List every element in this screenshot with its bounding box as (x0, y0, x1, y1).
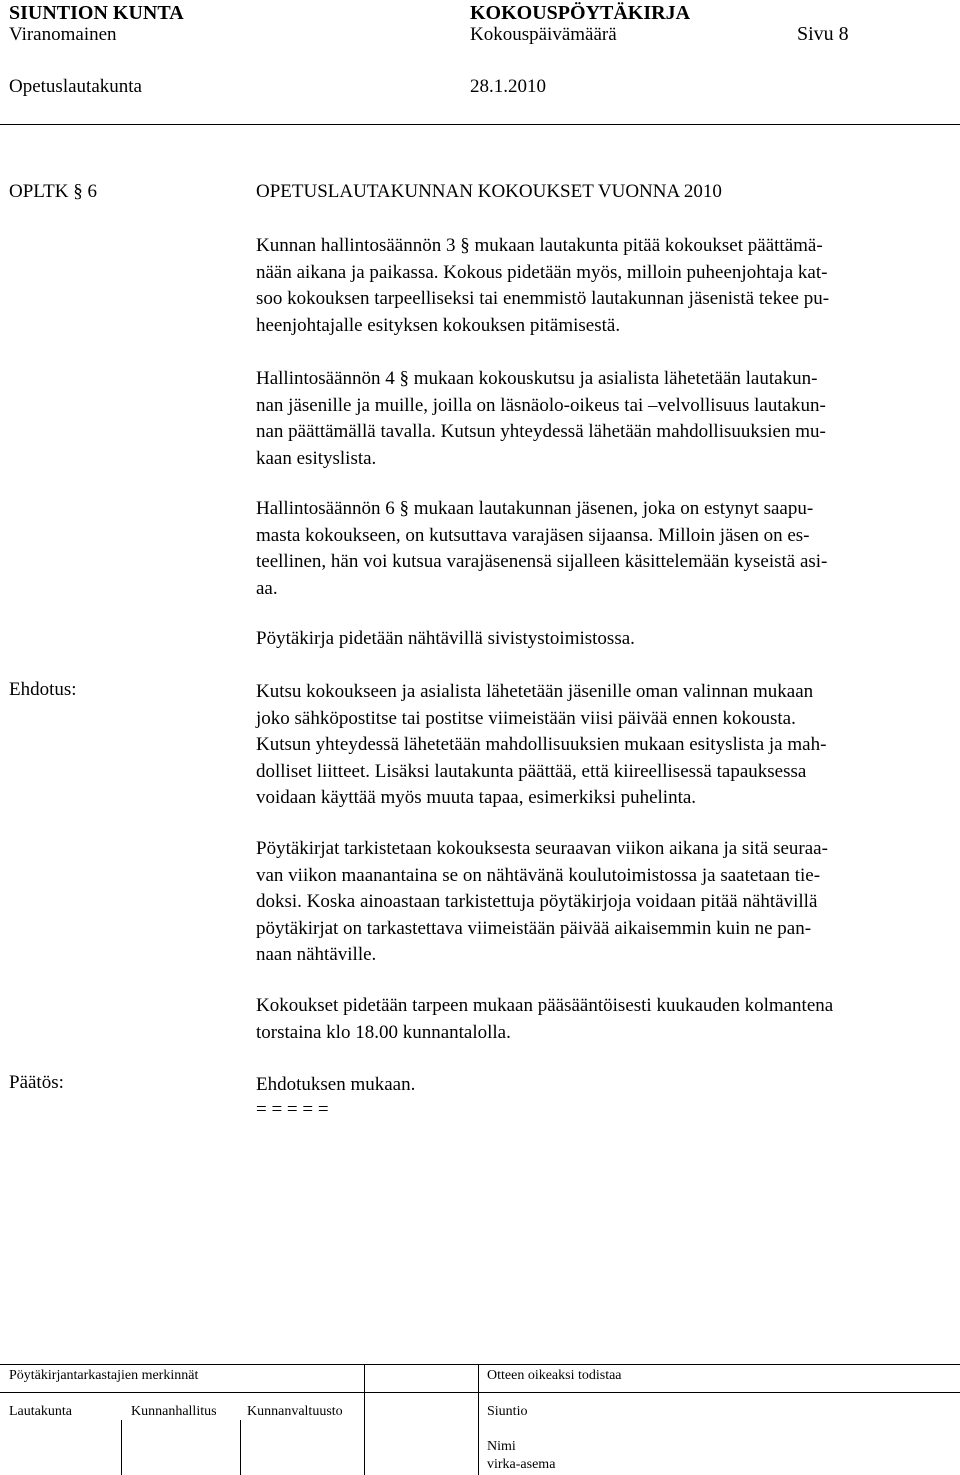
document-type: KOKOUSPÖYTÄKIRJA (470, 2, 691, 24)
org-name: SIUNTION KUNTA (9, 2, 184, 24)
name-label: Nimi (487, 1439, 516, 1454)
section-number: OPLTK § 6 (9, 181, 97, 202)
text-line: voidaan käyttää myös muuta tapaa, esimerkiksi puhelinta. (256, 787, 697, 808)
page-number: Sivu 8 (797, 23, 849, 45)
header-rule (0, 124, 960, 125)
text-line: doksi. Koska ainoastaan tarkistettuja pöytäkirjoja voidaan pitää nähtävillä (256, 891, 818, 912)
column-divider (121, 1420, 122, 1475)
text-line: dolliset liitteet. Lisäksi lautakunta päättää, että kiireellisessä tapauksessa (256, 760, 807, 782)
text-line: Hallintosäännön 6 § mukaan lautakunnan jäsenen, joka on estynyt saapu- (256, 498, 814, 519)
footer-mid-rule (0, 1392, 960, 1393)
text-line: Hallintosäännön 4 § mukaan kokouskutsu ja asialista lähetetään lautakun- (256, 368, 818, 389)
paragraph-invitation (256, 366, 946, 472)
text-line: torstaina klo 18.00 kunnantalolla. (256, 1021, 511, 1043)
text-line: pöytäkirjat on tarkastettava viimeistään päivää aikaisemmin kuin ne pan- (256, 917, 812, 939)
text-line: Kokoukset pidetään tarpeen mukaan pääsääntöisesti kuukauden kolmantena (256, 995, 834, 1016)
text-line: joko sähköpostitse tai postitse viimeistään viisi päivää ennen kokousta. (256, 707, 796, 729)
text-line: aa. (256, 577, 278, 599)
text-line: Kutsun yhteydessä lähetetään mahdollisuuksien mukaan esityslista ja mah- (256, 734, 827, 755)
text-line: teellinen, hän voi kutsua varajäsenensä sijalleen käsittelemään kyseistä asi- (256, 551, 828, 572)
text-line: Kunnan hallintosäännön 3 § mukaan lautakunta pitää kokoukset päättämä- (256, 235, 823, 256)
column-divider (478, 1365, 479, 1475)
title-label: virka-asema (487, 1457, 556, 1472)
column-divider (364, 1365, 365, 1475)
proposal-paragraph-2 (256, 836, 946, 969)
paragraph-substitute (256, 496, 946, 602)
decision-value: Ehdotuksen mukaan. (256, 1074, 416, 1095)
end-mark: = = = = = (256, 1098, 329, 1120)
section-title: OPETUSLAUTAKUNNAN KOKOUKSET VUONNA 2010 (256, 181, 722, 202)
certified-title: Otteen oikeaksi todistaa (487, 1368, 622, 1383)
text-line: heenjohtajalle esityksen kokouksen pitämisestä. (256, 314, 621, 336)
decision-label: Päätös: (9, 1072, 64, 1093)
text-line: nan jäsenille ja muille, joilla on läsnäolo-oikeus tai –velvollisuus lautakun- (256, 394, 826, 416)
authority-label: Viranomainen (9, 24, 117, 45)
date-value: 28.1.2010 (470, 76, 546, 97)
proposal-paragraph-1 (256, 679, 946, 812)
proposal-label: Ehdotus: (9, 679, 77, 700)
text-line: naan nähtäville. (256, 944, 377, 965)
column-divider (240, 1420, 241, 1475)
text-line: Pöytäkirjat tarkistetaan kokouksesta seuraavan viikon aikana ja sitä seuraa- (256, 838, 828, 859)
footer-top-rule (0, 1364, 960, 1365)
paragraph-minutes-display (256, 626, 946, 653)
text-line: nään aikana ja paikassa. Kokous pidetään myös, milloin puheenjohtaja kat- (256, 261, 828, 283)
text-line: van viikon maanantaina se on nähtävänä koulutoimistossa ja saatetaan tie- (256, 864, 821, 886)
text-line: nan päättämällä tavalla. Kutsun yhteydessä lähetään mahdollisuuksien mu- (256, 421, 826, 442)
checkers-title: Pöytäkirjantarkastajien merkinnät (9, 1368, 199, 1383)
paragraph-meeting-rules (256, 233, 946, 339)
place: Siuntio (487, 1404, 528, 1419)
col-board: Lautakunta (9, 1404, 72, 1419)
col-council-board: Kunnanhallitus (131, 1404, 217, 1419)
authority-value: Opetuslautakunta (9, 76, 142, 97)
text-line: kaan esityslista. (256, 447, 377, 469)
text-line: Pöytäkirja pidetään nähtävillä sivistystoimistossa. (256, 628, 635, 649)
col-council: Kunnanvaltuusto (247, 1404, 343, 1419)
decision-text (256, 1072, 946, 1121)
text-line: soo kokouksen tarpeelliseksi tai enemmistö lautakunnan jäsenistä tekee pu- (256, 288, 830, 309)
date-label: Kokouspäivämäärä (470, 24, 617, 45)
text-line: masta kokoukseen, on kutsuttava varajäsen sijaansa. Milloin jäsen on es- (256, 524, 810, 546)
text-line: Kutsu kokoukseen ja asialista lähetetään jäsenille oman valinnan mukaan (256, 681, 814, 702)
proposal-paragraph-3 (256, 993, 946, 1046)
